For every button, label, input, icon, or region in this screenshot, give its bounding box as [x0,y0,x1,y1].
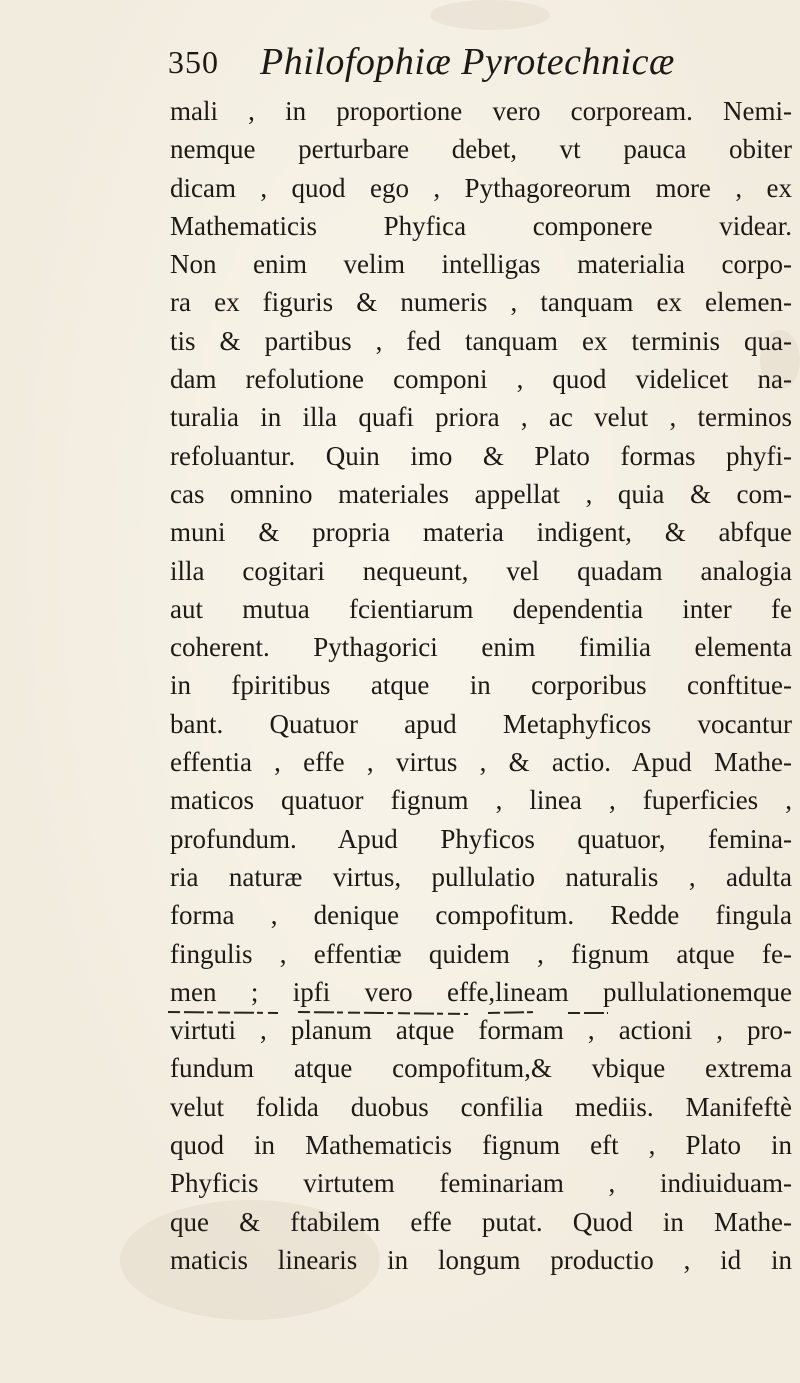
text-line: quod in Mathematicis fignum eft , Plato in [170,1130,792,1161]
text-line: cas omnino materiales appellat , quia & com- [170,478,792,509]
text-line: Non enim velim intelligas materialia corpo- [170,249,792,280]
paper-stain [430,0,550,30]
text-line: muni & propria materia indigent, & abfque [170,517,792,548]
text-line: in fpiritibus atque in corporibus conftitue- [170,670,792,701]
text-line: velut folida duobus confilia mediis. Manifeftè [170,1091,792,1122]
text-line: dicam , quod ego , Pythagoreorum more , ex [170,172,792,203]
text-line: tis & partibus , fed tanquam ex terminis qua- [170,325,792,356]
text-line: ra ex figuris & numeris , tanquam ex elemen- [170,287,792,318]
text-line: men ; ipfi vero effe,lineam pullulationemque [170,976,792,1007]
text-line: profundum. Apud Phyficos quatuor, femina- [170,823,792,854]
running-title: Philofophiæ Pyrotechnicæ [260,41,675,83]
text-line: forma , denique compofitum. Redde fingula [170,900,792,931]
text-line: bant. Quatuor apud Metaphyficos vocantur [170,708,792,739]
text-line: virtuti , planum atque formam , actioni , pro- [170,1015,792,1046]
text-line: fingulis , effentiæ quidem , fignum atque fe- [170,938,792,969]
page-header [168,40,728,92]
text-line: Mathematicis Phyfica componere videar. [170,210,792,241]
page-number: 350 [168,44,219,80]
body-text [170,92,792,1279]
text-line: ria naturæ virtus, pullulatio naturalis , adulta [170,861,792,892]
text-line: turalia in illa quafi priora , ac velut , terminos [170,402,792,433]
text-line: effentia , effe , virtus , & actio. Apud Mathe- [170,747,792,778]
text-line: illa cogitari nequeunt, vel quadam analogia [170,555,792,586]
text-line: nemque perturbare debet, vt pauca obiter [170,134,792,165]
text-line: coherent. Pythagorici enim fimilia elementa [170,632,792,663]
handwritten-underline [168,1008,788,1018]
text-line: maticis linearis in longum productio , id in [170,1244,792,1275]
text-line: aut mutua fcientiarum dependentia inter fe [170,593,792,624]
text-line: maticos quatuor fignum , linea , fuperficies , [170,785,792,816]
text-line: fundum atque compofitum,& vbique extrema [170,1053,792,1084]
text-line: mali , in proportione vero corpoream. Nemi- [170,96,792,126]
text-line: refoluantur. Quin imo & Plato formas phyfi- [170,440,792,471]
text-line: dam refolutione componi , quod videlicet na- [170,364,792,395]
text-line: que & ftabilem effe putat. Quod in Mathe- [170,1206,792,1237]
text-line: Phyficis virtutem feminariam , indiuiduam- [170,1168,792,1199]
